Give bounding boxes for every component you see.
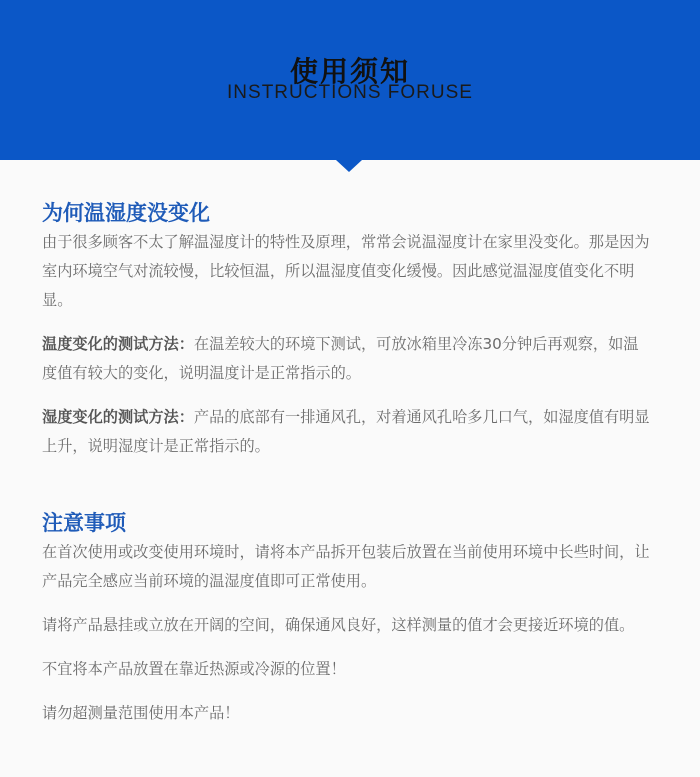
temperature-test-paragraph: [42, 330, 652, 388]
note-item: 不宜将本产品放置在靠近热源或冷源的位置！: [42, 660, 346, 678]
section-intro: 由于很多顾客不太了解温湿度计的特性及原理，常常会说温湿度计在家里没变化。那是因为室内环境空气对流较慢，比较恒温，所以温湿度值变化缓慢。因此感觉温湿度值变化不明显。: [42, 233, 650, 309]
content: [42, 198, 652, 728]
header-banner: [0, 0, 700, 160]
note-item: 请将产品悬挂或立放在开阔的空间，确保通风良好，这样测量的值才会更接近环境的值。: [42, 616, 635, 634]
page-title: 使用须知: [289, 55, 410, 88]
temperature-test-text: 在温差较大的环境下测试，可放冰箱里冷冻30分钟后再观察，如温度值有较大的变化，说明温度计是正常指示的。: [42, 335, 639, 382]
note-item: 请勿超测量范围使用本产品！: [42, 704, 240, 722]
banner-pointer: [336, 160, 362, 172]
humidity-test-label: 湿度变化的测试方法：: [42, 408, 194, 426]
humidity-test-text: 产品的底部有一排通风孔，对着通风孔哈多几口气，如湿度值有明显上升，说明湿度计是正常指示的。: [42, 408, 650, 455]
temperature-test-label: 温度变化的测试方法：: [42, 335, 194, 353]
humidity-test-paragraph: [42, 403, 652, 461]
section-title-notes: 注意事项: [42, 511, 126, 535]
note-item: 在首次使用或改变使用环境时，请将本产品拆开包装后放置在当前使用环境中长些时间，让产品完全感应当前环境的温湿度值即可正常使用。: [42, 543, 650, 590]
page-subtitle: INSTRUCTIONS FORUSE: [227, 82, 473, 103]
section-title-why-no-change: 为何温湿度没变化: [42, 201, 210, 225]
